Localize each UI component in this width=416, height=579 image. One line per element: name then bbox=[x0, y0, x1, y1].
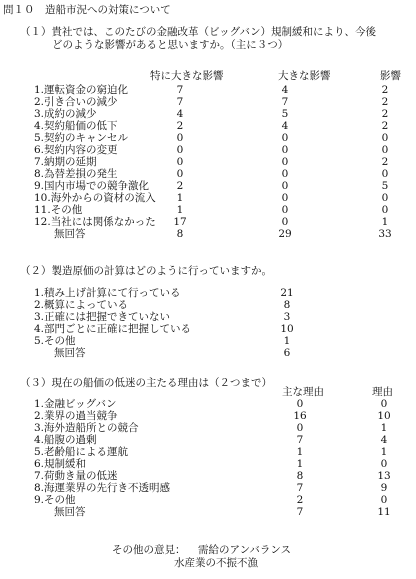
q3-row-value: 8 bbox=[296, 470, 304, 482]
q1-row-label: 2.引き合いの減少 bbox=[34, 96, 118, 108]
q1-row-label: 4.契約船価の低下 bbox=[34, 120, 118, 132]
q1-row-value: 2 bbox=[381, 108, 389, 120]
q1-row-value: 0 bbox=[281, 180, 289, 192]
q3-row-label: 9.その他 bbox=[34, 494, 76, 506]
q1-row-value: 2 bbox=[381, 96, 389, 108]
q1-row-value: 0 bbox=[281, 204, 289, 216]
q1-row-value: 2 bbox=[381, 120, 389, 132]
q1-row-value: 0 bbox=[176, 156, 184, 168]
q1-row-value: 4 bbox=[176, 108, 184, 120]
q3-row-value: 1 bbox=[380, 446, 388, 458]
q1-row-label: 9.国内市場での競争激化 bbox=[34, 180, 150, 192]
q2-row-value: 6 bbox=[283, 347, 291, 359]
q3-row-value: 7 bbox=[296, 506, 304, 518]
q1-row-value: 8 bbox=[176, 228, 184, 240]
q2-row-value: 8 bbox=[283, 299, 291, 311]
q3-row-value: 11 bbox=[377, 506, 391, 518]
q1-row-value: 0 bbox=[281, 144, 289, 156]
q1-row-value: 2 bbox=[176, 120, 184, 132]
q1-row-label: 無回答 bbox=[54, 228, 86, 240]
q1-row-value: 1 bbox=[176, 192, 184, 204]
q1-row-label: 7.納期の延期 bbox=[34, 156, 97, 168]
q1-row-value: 0 bbox=[281, 156, 289, 168]
q1-header-large: 大きな影響 bbox=[278, 70, 331, 82]
q3-row-label: 無回答 bbox=[54, 506, 86, 518]
q2-row-label: 5.その他 bbox=[34, 335, 76, 347]
q2-row-label: 2.概算によっている bbox=[34, 299, 129, 311]
q3-row-value: 9 bbox=[380, 482, 388, 494]
q3-row-value: 10 bbox=[377, 410, 391, 422]
q1-row-value: 2 bbox=[381, 156, 389, 168]
q3-row-value: 1 bbox=[296, 458, 304, 470]
q3-row-value: 13 bbox=[377, 470, 391, 482]
q1-row-value: 0 bbox=[381, 168, 389, 180]
q3-row-value: 0 bbox=[380, 494, 388, 506]
q1-row-value: 2 bbox=[381, 84, 389, 96]
q1-row-value: 17 bbox=[173, 216, 187, 228]
q1-row-value: 4 bbox=[281, 120, 289, 132]
q3-row-label: 8.海運業界の先行き不透明感 bbox=[34, 482, 171, 494]
q1-row-label: 6.契約内容の変更 bbox=[34, 144, 118, 156]
q2-row-label: 3.正確には把握できていない bbox=[34, 311, 171, 323]
q1-row-value: 7 bbox=[176, 84, 184, 96]
q3-row-value: 0 bbox=[296, 398, 304, 410]
q3-row-label: 2.業界の過当競争 bbox=[34, 410, 118, 422]
q1-row-value: 0 bbox=[381, 204, 389, 216]
q3-header-reason: 理由 bbox=[372, 386, 393, 398]
q1-row-value: 0 bbox=[281, 168, 289, 180]
q3-row-value: 0 bbox=[296, 422, 304, 434]
q1-row-value: 0 bbox=[176, 144, 184, 156]
q1-row-label: 10.海外からの資材の流入 bbox=[34, 192, 156, 204]
q2-row-value: 3 bbox=[283, 311, 291, 323]
q3-row-value: 7 bbox=[296, 434, 304, 446]
q1-header-effect: 影響 bbox=[380, 70, 401, 82]
q1-row-value: 5 bbox=[281, 108, 289, 120]
q1-row-value: 1 bbox=[381, 216, 389, 228]
q1-row-label: 1.運転資金の窮迫化 bbox=[34, 84, 129, 96]
q1-row-value: 0 bbox=[281, 192, 289, 204]
q1-row-value: 33 bbox=[378, 228, 392, 240]
q1-row-label: 3.成約の減少 bbox=[34, 108, 97, 120]
q3-row-value: 7 bbox=[296, 482, 304, 494]
q2-row-value: 1 bbox=[283, 335, 291, 347]
q2-row-label: 無回答 bbox=[54, 347, 86, 359]
q3-row-value: 0 bbox=[380, 398, 388, 410]
q1-row-value: 7 bbox=[281, 96, 289, 108]
q1-row-label: 11.その他 bbox=[34, 204, 83, 216]
other-opinions-label: その他の意見： bbox=[112, 544, 186, 556]
q1-row-value: 0 bbox=[381, 192, 389, 204]
q1-row-value: 4 bbox=[281, 84, 289, 96]
q3-row-label: 6.規制緩和 bbox=[34, 458, 87, 470]
q1-row-value: 1 bbox=[176, 204, 184, 216]
q1-row-value: 0 bbox=[281, 132, 289, 144]
q3-header-main: 主な理由 bbox=[282, 386, 324, 398]
other-opinion-item: 需給のアンバランス bbox=[198, 544, 292, 556]
q2-row-value: 21 bbox=[280, 287, 294, 299]
q2-row-label: 4.部門ごとに正確に把握している bbox=[34, 323, 192, 335]
q1-header-very-large: 特に大きな影響 bbox=[150, 70, 224, 82]
q3-line: （３）現在の船価の低迷の主たる理由は（２つまで） bbox=[20, 377, 272, 389]
q1-row-value: 0 bbox=[381, 132, 389, 144]
q1-row-label: 8.為替差損の発生 bbox=[34, 168, 118, 180]
q3-row-value: 16 bbox=[293, 410, 307, 422]
q1-row-value: 0 bbox=[381, 144, 389, 156]
q3-row-label: 7.荷動き量の低迷 bbox=[34, 470, 118, 482]
q3-row-value: 1 bbox=[380, 422, 388, 434]
q1-row-value: 0 bbox=[281, 216, 289, 228]
q2-row-value: 10 bbox=[280, 323, 294, 335]
q1-row-value: 0 bbox=[176, 168, 184, 180]
other-opinion-item: 水産業の不振不漁 bbox=[174, 557, 258, 569]
q3-row-label: 5.老齢船による運航 bbox=[34, 446, 129, 458]
q3-row-label: 4.船腹の過剰 bbox=[34, 434, 97, 446]
q2-row-label: 1.積み上げ計算にて行っている bbox=[34, 287, 181, 299]
q1-row-label: 12.当社には関係なかった bbox=[34, 216, 156, 228]
q1-row-value: 7 bbox=[176, 96, 184, 108]
q3-row-label: 3.海外造船所との競合 bbox=[34, 422, 139, 434]
q1-row-value: 5 bbox=[381, 180, 389, 192]
q3-row-value: 4 bbox=[380, 434, 388, 446]
q3-row-value: 2 bbox=[296, 494, 304, 506]
q3-row-value: 0 bbox=[380, 458, 388, 470]
page-title: 問１０ 造船市況への対策について bbox=[3, 4, 171, 16]
q2-line: （２）製造原価の計算はどのように行っていますか。 bbox=[20, 265, 272, 277]
q1-row-value: 0 bbox=[176, 132, 184, 144]
q3-row-value: 1 bbox=[296, 446, 304, 458]
q1-line-1: （１）貴社では、このたびの金融改革（ビッグバン）規制緩和により、今後 bbox=[20, 26, 376, 38]
q1-row-value: 2 bbox=[176, 180, 184, 192]
q3-row-label: 1.金融ビッグバン bbox=[34, 398, 117, 410]
q1-row-value: 29 bbox=[278, 228, 292, 240]
q1-line-2: どのような影響があると思いますか。（主に３つ） bbox=[52, 39, 289, 51]
q1-row-label: 5.契約のキャンセル bbox=[34, 132, 129, 144]
